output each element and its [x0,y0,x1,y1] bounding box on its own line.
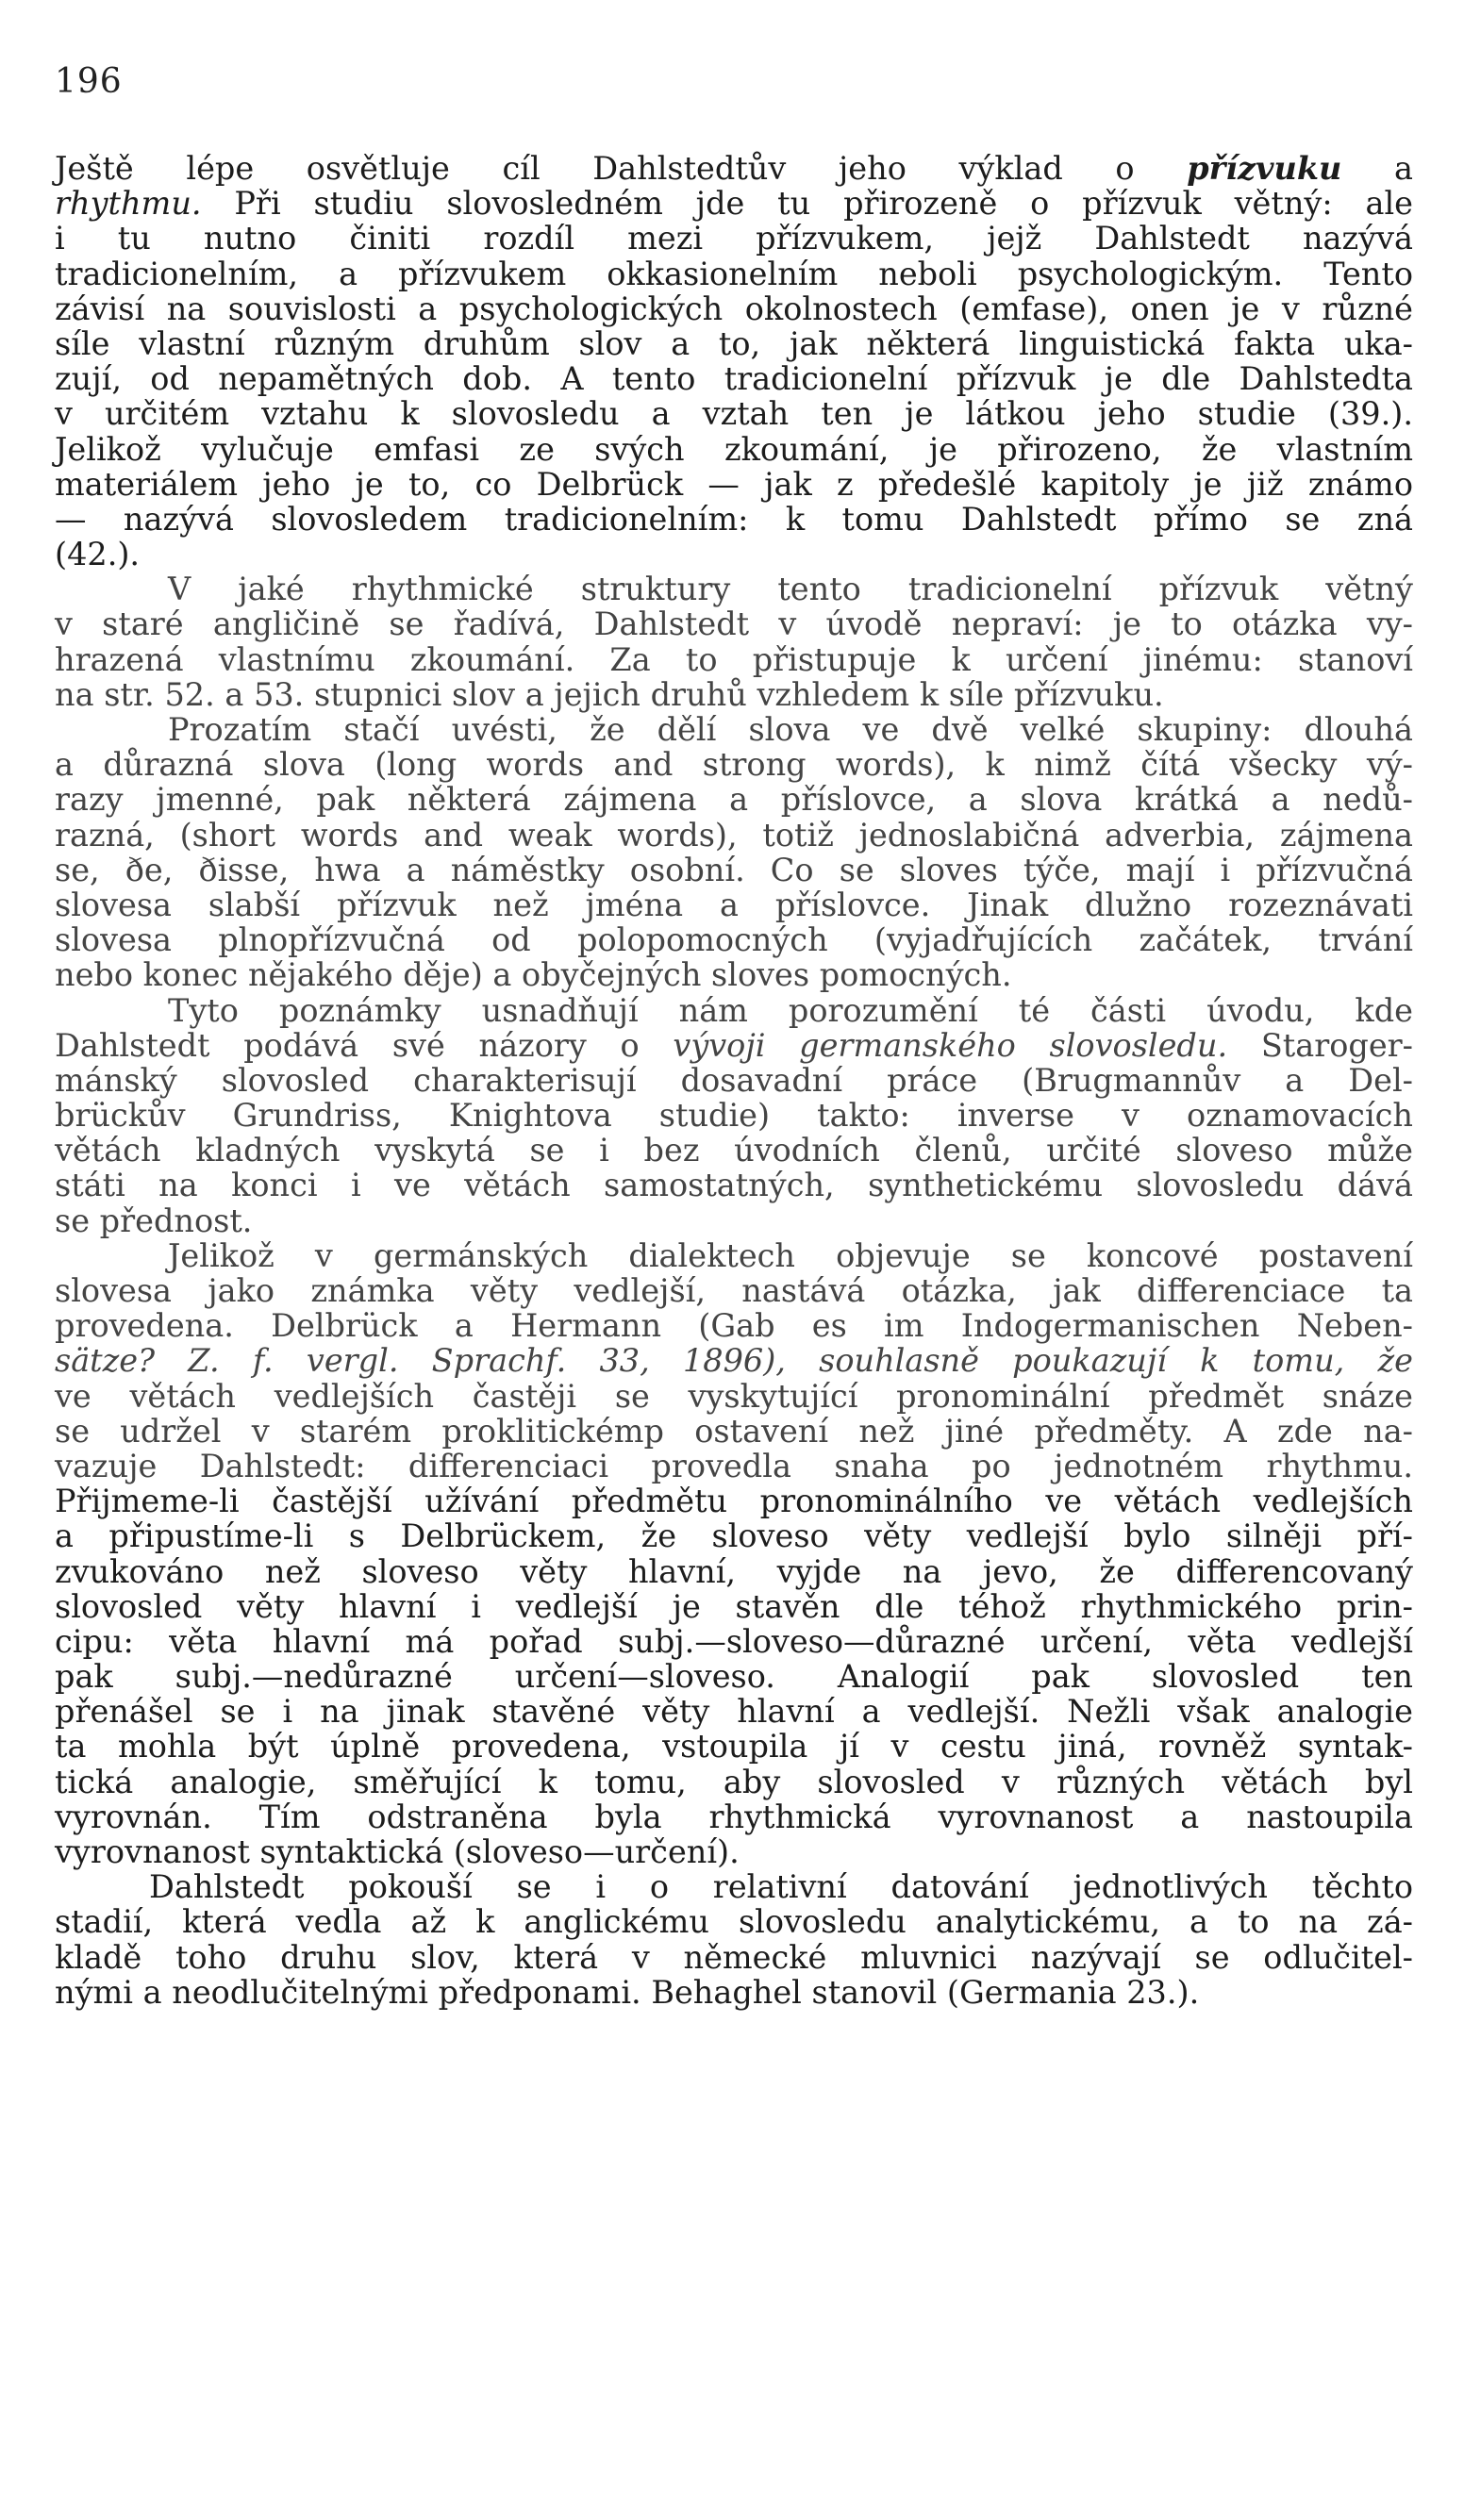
text-line [55,1273,1413,1308]
text-line [55,1904,1413,1939]
text-line [55,1484,1413,1518]
text-segment: nebo konec nějakého děje) a obyčejných sloves pomocných. [55,956,1012,994]
text-line [55,1554,1413,1589]
text-segment: brückův Grundriss, Knightova studie) takto: inverse v oznamovacích [55,1097,1413,1135]
text-line [55,642,1413,677]
text-line [55,467,1413,502]
text-segment: vyrovnanost syntaktická (sloveso—určení). [55,1833,740,1870]
text-segment: v určitém vztahu k slovosledu a vztah ten je látkou jeho studie (39.). [55,395,1413,433]
text-line [55,432,1413,467]
text-segment: razná, (short words and weak words), totiž jednoslabičná adverbia, zájmena [55,816,1413,854]
text-segment: Dahlstedt podává své názory o [55,1026,674,1064]
text-line [55,747,1413,782]
text-segment: cipu: věta hlavní má pořad subj.—sloveso—důrazné určení, věta vedlejší [55,1622,1413,1660]
text-segment: Dahlstedt pokouší se i o relativní datování jednotlivých těchto [149,1868,1413,1906]
text-segment: (42.). [55,536,141,573]
text-line [55,502,1413,537]
text-segment: státi na konci i ve větách samostatných, synthetickému slovosledu dává [55,1167,1413,1204]
text-segment: síle vlastní různým druhům slov a to, jak některá linguistická fakta uka- [55,324,1413,362]
text-segment: Staroger- [1227,1026,1413,1064]
text-segment: přenášel se i na jinak stavěné věty hlavní a vedlejší. Nežli však analogie [55,1693,1413,1731]
text-segment: mánský slovosled charakterisují dosavadní práce (Brugmannův a Del- [55,1061,1413,1099]
text-line [55,957,1413,992]
text-segment: Jelikož v germánských dialektech objevuje se koncové postavení [168,1236,1413,1274]
text-line [55,1343,1413,1378]
text-line [55,1414,1413,1449]
text-segment: ve větách vedlejších častěji se vyskytující pronominální předmět snáze [55,1377,1413,1415]
text-line [55,1449,1413,1484]
text-segment: Tyto poznámky usnadňují nám porozumění té části úvodu, kde [168,991,1413,1029]
emphasis-segment: vývoji germanského slovosledu. [673,1026,1228,1064]
text-segment: vyrovnán. Tím odstraněna byla rhythmická vyrovnanost a nastoupila [55,1798,1413,1835]
text-line [55,326,1413,361]
text-segment: Přijmeme-li častější užívání předmětu pronominálního ve větách vedlejších [55,1483,1413,1520]
emphasis-segment: rhythmu. [55,185,202,223]
text-segment: Při studiu slovosledném jde tu přirozeně o přízvuk větný: ale [201,185,1413,223]
text-segment: slovesa plnopřízvučná od polopomocných (vyjadřujících začátek, trvání [55,921,1413,959]
text-line [55,1765,1413,1799]
text-line [55,887,1413,922]
text-segment: tická analogie, směřující k tomu, aby slovosled v různých větách byl [55,1763,1413,1800]
text-segment: pak subj.—nedůrazné určení—sloveso. Analogií pak slovosled ten [55,1658,1413,1696]
text-segment: a důrazná slova (long words and strong words), k nimž čítá všecky vý- [55,746,1413,784]
text-line [55,1940,1413,1975]
text-line [55,1028,1413,1063]
text-line [55,1799,1413,1834]
text-segment: nými a neodlučitelnými předponami. Behaghel stanovil (Germania 23.). [55,1973,1200,2011]
text-segment: hrazená vlastnímu zkoumání. Za to přistupuje k určení jinému: stanoví [55,640,1413,678]
text-segment: ta mohla být úplně provedena, vstoupila jí v cestu jiná, rovněž syntak- [55,1728,1413,1766]
text-line [55,1834,1413,1869]
text-segment: slovesa slabší přízvuk než jména a příslovce. Jinak dlužno rozeznávati [55,886,1413,923]
text-segment: Jelikož vylučuje emfasi ze svých zkoumání, je přirozeno, že vlastním [55,430,1413,468]
text-segment: provedena. Delbrück a Hermann (Gab es im Indogermanischen Neben- [55,1307,1413,1345]
text-segment: razy jmenné, pak některá zájmena a příslovce, a slova krátká a nedů- [55,781,1413,819]
text-line [55,993,1413,1028]
text-segment: Prozatím stačí uvésti, že dělí slova ve dvě velké skupiny: dlouhá [168,711,1413,748]
text-line [55,1869,1413,1904]
text-line [55,922,1413,957]
text-line [55,677,1413,712]
text-segment: Ještě lépe osvětluje cíl Dahlstedtův jeho výklad o [55,150,1188,187]
text-segment: — nazývá slovosledem tradicionelním: k tomu Dahlstedt přímo se zná [55,500,1413,538]
text-segment: zují, od nepamětných dob. A tento tradicionelní přízvuk je dle Dahlstedta [55,360,1413,398]
text-line [55,1308,1413,1343]
text-line [55,1518,1413,1553]
text-line [55,1624,1413,1659]
text-line [55,782,1413,817]
text-segment: a připustíme-li s Delbrückem, že sloveso věty vedlejší bylo silněji pří- [55,1517,1413,1555]
text-line [55,1694,1413,1729]
text-line [55,151,1413,186]
text-line [55,221,1413,256]
text-line [55,1098,1413,1133]
text-line [55,572,1413,606]
document-body [55,151,1413,2010]
text-line [55,818,1413,853]
text-line [55,1238,1413,1273]
text-segment: se přednost. [55,1202,253,1239]
text-line [55,1133,1413,1168]
text-line [55,291,1413,326]
text-line [55,361,1413,396]
text-segment: V jaké rhythmické struktury tento tradicionelní přízvuk větný [168,571,1413,608]
text-line [55,257,1413,291]
text-line [55,1729,1413,1764]
text-line [55,1659,1413,1694]
text-line [55,853,1413,887]
text-line [55,186,1413,221]
emphasis-segment: sätze? Z. f. vergl. Sprachf. 33, 1896), souhlasně poukazují k tomu, že [55,1342,1413,1380]
text-segment: kladě toho druhu slov, která v německé mluvnici nazývají se odlučitel- [55,1938,1413,1976]
text-line [55,537,1413,572]
text-line [55,1168,1413,1202]
text-line [55,1063,1413,1098]
text-segment: i tu nutno činiti rozdíl mezi přízvukem, jejž Dahlstedt nazývá [55,220,1413,257]
text-line [55,1589,1413,1624]
text-segment: závisí na souvislosti a psychologických okolnostech (emfase), onen je v různé [55,290,1413,327]
text-segment: zvukováno než sloveso věty hlavní, vyjde na jevo, že differencovaný [55,1552,1413,1590]
text-segment: tradicionelním, a přízvukem okkasionelním neboli psychologickým. Tento [55,255,1413,292]
text-segment: materiálem jeho je to, co Delbrück — jak z předešlé kapitoly je již známo [55,465,1413,503]
text-segment: a [1341,150,1413,187]
text-line [55,606,1413,641]
text-segment: na str. 52. a 53. stupnici slov a jejich druhů vzhledem k síle přízvuku. [55,675,1164,713]
text-line [55,1975,1413,2010]
text-segment: se, ðe, ðisse, hwa a náměstky osobní. Co se sloves týče, mají i přízvučná [55,851,1413,888]
text-segment: slovesa jako známka věty vedlejší, nastává otázka, jak differenciace ta [55,1272,1413,1309]
text-line [55,1203,1413,1238]
text-segment: v staré angličině se řadívá, Dahlstedt v úvodě nepraví: je to otázka vy- [55,605,1413,643]
text-segment: se udržel v starém proklitickémp ostavení než jiné předměty. A zde na- [55,1412,1413,1450]
text-segment: stadií, která vedla až k anglickému slovosledu analytickému, a to na zá- [55,1903,1413,1941]
text-segment: slovosled věty hlavní i vedlejší je stavěn dle téhož rhythmického prin- [55,1587,1413,1625]
text-line [55,1379,1413,1414]
text-segment: větách kladných vyskytá se i bez úvodních členů, určité sloveso může [55,1132,1413,1169]
text-line [55,712,1413,747]
page-number: 196 [55,62,123,101]
text-line [55,396,1413,431]
text-segment: vazuje Dahlstedt: differenciaci provedla snaha po jednotném rhythmu. [55,1447,1413,1484]
emphasis-segment: přízvuku [1187,150,1342,187]
